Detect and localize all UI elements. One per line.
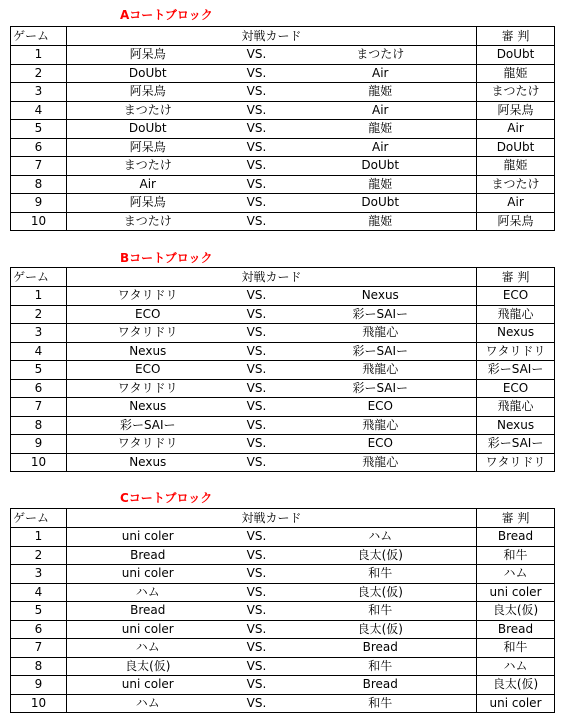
- table-row: [11, 342, 555, 361]
- table-row: [11, 64, 555, 83]
- table-header-row: [11, 509, 555, 528]
- game-number: 3: [11, 565, 67, 584]
- block-c-table: [10, 508, 555, 713]
- vs-label: VS.: [229, 46, 285, 65]
- game-number: 3: [11, 324, 67, 343]
- table-row: [11, 657, 555, 676]
- game-number: 4: [11, 101, 67, 120]
- team-b: 飛龍心: [285, 361, 477, 380]
- referee: 龍姫: [477, 64, 555, 83]
- team-a: ワタリドリ: [67, 287, 229, 306]
- game-number: 2: [11, 64, 67, 83]
- vs-label: VS.: [229, 324, 285, 343]
- table-row: [11, 398, 555, 417]
- game-number: 8: [11, 416, 67, 435]
- game-number: 6: [11, 620, 67, 639]
- referee: 和牛: [477, 546, 555, 565]
- team-b: 飛龍心: [285, 416, 477, 435]
- game-number: 5: [11, 361, 67, 380]
- team-a: Nexus: [67, 453, 229, 472]
- game-number: 9: [11, 676, 67, 695]
- table-row: [11, 157, 555, 176]
- team-a: ハム: [67, 583, 229, 602]
- team-b: まつたけ: [285, 46, 477, 65]
- team-b: DoUbt: [285, 157, 477, 176]
- referee: ワタリドリ: [477, 453, 555, 472]
- game-number: 7: [11, 398, 67, 417]
- game-header: ゲーム: [11, 268, 67, 287]
- game-number: 6: [11, 138, 67, 157]
- table-row: [11, 212, 555, 231]
- game-header: ゲーム: [11, 27, 67, 46]
- team-a: まつたけ: [67, 157, 229, 176]
- team-b: 飛龍心: [285, 324, 477, 343]
- team-b: 飛龍心: [285, 453, 477, 472]
- game-number: 10: [11, 453, 67, 472]
- team-b: 彩ーSAIー: [285, 379, 477, 398]
- referee: 龍姫: [477, 157, 555, 176]
- team-a: 阿呆鳥: [67, 83, 229, 102]
- referee: ECO: [477, 287, 555, 306]
- table-row: [11, 361, 555, 380]
- table-row: [11, 453, 555, 472]
- vs-label: VS.: [229, 212, 285, 231]
- table-row: [11, 287, 555, 306]
- referee: Air: [477, 194, 555, 213]
- vs-label: VS.: [229, 120, 285, 139]
- referee: 飛龍心: [477, 305, 555, 324]
- table-row: [11, 639, 555, 658]
- block-b-title: Bコートブロック: [120, 251, 213, 265]
- team-a: DoUbt: [67, 120, 229, 139]
- vs-label: VS.: [229, 361, 285, 380]
- referee: Bread: [477, 620, 555, 639]
- referee: ハム: [477, 565, 555, 584]
- team-b: 和牛: [285, 602, 477, 621]
- table-row: [11, 435, 555, 454]
- referee: 阿呆鳥: [477, 101, 555, 120]
- vs-label: VS.: [229, 175, 285, 194]
- table-row: [11, 676, 555, 695]
- game-number: 5: [11, 120, 67, 139]
- table-row: [11, 120, 555, 139]
- team-a: 阿呆鳥: [67, 138, 229, 157]
- referee: ハム: [477, 657, 555, 676]
- table-row: [11, 175, 555, 194]
- table-row: [11, 324, 555, 343]
- table-row: [11, 83, 555, 102]
- table-row: [11, 620, 555, 639]
- game-number: 5: [11, 602, 67, 621]
- vs-label: VS.: [229, 83, 285, 102]
- match-header: 対戦カード: [67, 509, 477, 528]
- team-a: 彩ーSAIー: [67, 416, 229, 435]
- team-a: Bread: [67, 546, 229, 565]
- match-header: 対戦カード: [67, 268, 477, 287]
- vs-label: VS.: [229, 694, 285, 713]
- table-row: [11, 583, 555, 602]
- team-b: Air: [285, 138, 477, 157]
- vs-label: VS.: [229, 565, 285, 584]
- team-a: まつたけ: [67, 101, 229, 120]
- referee: 飛龍心: [477, 398, 555, 417]
- block-a-table: [10, 26, 555, 231]
- team-b: 良太(仮): [285, 546, 477, 565]
- referee: Nexus: [477, 324, 555, 343]
- game-number: 4: [11, 342, 67, 361]
- team-a: uni coler: [67, 565, 229, 584]
- table-row: [11, 46, 555, 65]
- team-b: 彩ーSAIー: [285, 305, 477, 324]
- vs-label: VS.: [229, 546, 285, 565]
- vs-label: VS.: [229, 676, 285, 695]
- team-b: Air: [285, 64, 477, 83]
- team-a: ハム: [67, 639, 229, 658]
- referee: ワタリドリ: [477, 342, 555, 361]
- vs-label: VS.: [229, 639, 285, 658]
- referee: 彩ーSAIー: [477, 361, 555, 380]
- team-a: ハム: [67, 694, 229, 713]
- block-a-title: Aコートブロック: [120, 8, 213, 22]
- vs-label: VS.: [229, 138, 285, 157]
- referee: 良太(仮): [477, 602, 555, 621]
- table-row: [11, 602, 555, 621]
- team-b: 龍姫: [285, 175, 477, 194]
- referee-header: 審 判: [477, 268, 555, 287]
- team-b: 龍姫: [285, 83, 477, 102]
- game-number: 3: [11, 83, 67, 102]
- team-b: Air: [285, 101, 477, 120]
- vs-label: VS.: [229, 64, 285, 83]
- team-a: ワタリドリ: [67, 379, 229, 398]
- team-a: ECO: [67, 305, 229, 324]
- team-a: DoUbt: [67, 64, 229, 83]
- team-b: ECO: [285, 435, 477, 454]
- game-number: 1: [11, 528, 67, 547]
- team-a: 阿呆鳥: [67, 194, 229, 213]
- team-b: ECO: [285, 398, 477, 417]
- vs-label: VS.: [229, 657, 285, 676]
- team-b: 彩ーSAIー: [285, 342, 477, 361]
- vs-label: VS.: [229, 620, 285, 639]
- table-header-row: [11, 27, 555, 46]
- vs-label: VS.: [229, 101, 285, 120]
- team-b: Bread: [285, 676, 477, 695]
- team-a: まつたけ: [67, 212, 229, 231]
- team-a: ワタリドリ: [67, 435, 229, 454]
- team-a: uni coler: [67, 620, 229, 639]
- vs-label: VS.: [229, 157, 285, 176]
- table-row: [11, 694, 555, 713]
- table-row: [11, 305, 555, 324]
- team-b: Nexus: [285, 287, 477, 306]
- vs-label: VS.: [229, 583, 285, 602]
- vs-label: VS.: [229, 342, 285, 361]
- table-header-row: [11, 268, 555, 287]
- match-header: 対戦カード: [67, 27, 477, 46]
- vs-label: VS.: [229, 528, 285, 547]
- vs-label: VS.: [229, 305, 285, 324]
- game-number: 7: [11, 639, 67, 658]
- team-a: Nexus: [67, 398, 229, 417]
- block-c-title: Cコートブロック: [120, 491, 213, 505]
- referee: Air: [477, 120, 555, 139]
- referee: uni coler: [477, 583, 555, 602]
- referee: uni coler: [477, 694, 555, 713]
- game-number: 8: [11, 175, 67, 194]
- game-number: 7: [11, 157, 67, 176]
- table-row: [11, 379, 555, 398]
- team-b: Bread: [285, 639, 477, 658]
- game-number: 2: [11, 305, 67, 324]
- referee: DoUbt: [477, 46, 555, 65]
- team-a: uni coler: [67, 676, 229, 695]
- game-number: 10: [11, 694, 67, 713]
- team-b: 和牛: [285, 565, 477, 584]
- team-a: ワタリドリ: [67, 324, 229, 343]
- team-b: 和牛: [285, 694, 477, 713]
- vs-label: VS.: [229, 602, 285, 621]
- referee: 彩ーSAIー: [477, 435, 555, 454]
- referee: Bread: [477, 528, 555, 547]
- referee-header: 審 判: [477, 509, 555, 528]
- block-b-table: [10, 267, 555, 472]
- table-row: [11, 546, 555, 565]
- game-number: 9: [11, 435, 67, 454]
- table-row: [11, 416, 555, 435]
- referee: 阿呆鳥: [477, 212, 555, 231]
- table-row: [11, 138, 555, 157]
- team-a: uni coler: [67, 528, 229, 547]
- team-b: 良太(仮): [285, 620, 477, 639]
- referee-header: 審 判: [477, 27, 555, 46]
- game-number: 6: [11, 379, 67, 398]
- referee: ECO: [477, 379, 555, 398]
- game-number: 10: [11, 212, 67, 231]
- team-a: Nexus: [67, 342, 229, 361]
- team-b: ハム: [285, 528, 477, 547]
- vs-label: VS.: [229, 379, 285, 398]
- vs-label: VS.: [229, 416, 285, 435]
- team-a: Bread: [67, 602, 229, 621]
- vs-label: VS.: [229, 398, 285, 417]
- team-a: 良太(仮): [67, 657, 229, 676]
- team-b: DoUbt: [285, 194, 477, 213]
- table-row: [11, 194, 555, 213]
- referee: まつたけ: [477, 83, 555, 102]
- vs-label: VS.: [229, 194, 285, 213]
- team-b: 龍姫: [285, 120, 477, 139]
- team-b: 和牛: [285, 657, 477, 676]
- team-b: 良太(仮): [285, 583, 477, 602]
- table-row: [11, 528, 555, 547]
- team-a: ECO: [67, 361, 229, 380]
- game-number: 1: [11, 287, 67, 306]
- vs-label: VS.: [229, 453, 285, 472]
- game-number: 4: [11, 583, 67, 602]
- team-a: 阿呆鳥: [67, 46, 229, 65]
- team-b: 龍姫: [285, 212, 477, 231]
- game-number: 8: [11, 657, 67, 676]
- vs-label: VS.: [229, 435, 285, 454]
- game-number: 2: [11, 546, 67, 565]
- table-row: [11, 101, 555, 120]
- game-header: ゲーム: [11, 509, 67, 528]
- referee: 和牛: [477, 639, 555, 658]
- vs-label: VS.: [229, 287, 285, 306]
- game-number: 1: [11, 46, 67, 65]
- referee: Nexus: [477, 416, 555, 435]
- referee: まつたけ: [477, 175, 555, 194]
- referee: 良太(仮): [477, 676, 555, 695]
- referee: DoUbt: [477, 138, 555, 157]
- team-a: Air: [67, 175, 229, 194]
- game-number: 9: [11, 194, 67, 213]
- table-row: [11, 565, 555, 584]
